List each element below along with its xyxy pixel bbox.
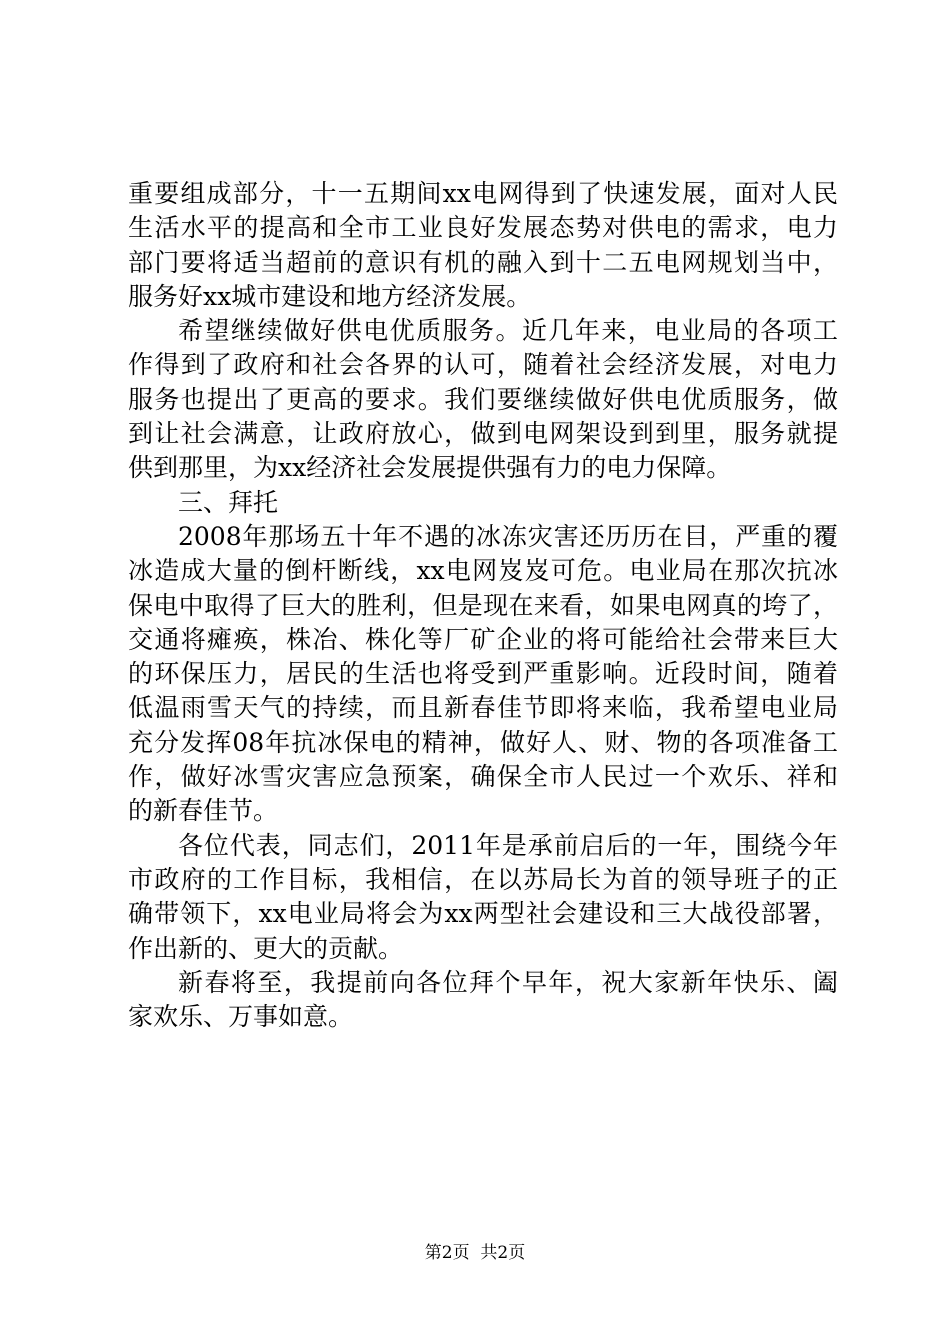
text-line: 部门要将适当超前的意识有机的融入到十二五电网规划当中， xyxy=(128,247,838,277)
text-line: 冰造成大量的倒杆断线，xx电网岌岌可危。电业局在那次抗冰 xyxy=(128,556,838,586)
text-line: 作出新的、更大的贡献。 xyxy=(128,933,404,963)
text-line: 服务也提出了更高的要求。我们要继续做好供电优质服务，做 xyxy=(128,384,838,414)
text-line: 低温雨雪天气的持续，而且新春佳节即将来临，我希望电业局 xyxy=(128,693,838,723)
document-body xyxy=(128,177,838,1034)
text-line: 希望继续做好供电优质服务。近几年来，电业局的各项工 xyxy=(178,316,838,346)
section-heading: 三、拜托 xyxy=(178,487,279,517)
text-line: 作，做好冰雪灾害应急预案，确保全市人民过一个欢乐、祥和 xyxy=(128,762,838,792)
text-line: 保电中取得了巨大的胜利，但是现在来看，如果电网真的垮了， xyxy=(128,590,838,620)
page-number-label: 第2页 共2页 xyxy=(424,1243,526,1263)
text-line: 重要组成部分，十一五期间xx电网得到了快速发展，面对人民 xyxy=(128,179,838,208)
text-line: 2008年那场五十年不遇的冰冻灾害还历历在目，严重的覆 xyxy=(178,521,838,551)
text-line: 的环保压力，居民的生活也将受到严重影响。近段时间，随着 xyxy=(128,659,838,689)
text-line: 充分发挥08年抗冰保电的精神，做好人、财、物的各项准备工 xyxy=(128,727,838,757)
text-line: 供到那里，为xx经济社会发展提供强有力的电力保障。 xyxy=(128,453,732,483)
text-line: 新春将至，我提前向各位拜个早年，祝大家新年快乐、阖 xyxy=(178,967,838,997)
text-line: 市政府的工作目标，我相信，在以苏局长为首的领导班子的正 xyxy=(128,864,838,894)
text-line: 各位代表，同志们，2011年是承前启后的一年，围绕今年 xyxy=(178,830,838,860)
text-line: 的新春佳节。 xyxy=(128,796,279,826)
page-footer xyxy=(0,1242,950,1264)
text-line: 到让社会满意，让政府放心，做到电网架设到到里，服务就提 xyxy=(128,419,838,449)
text-line: 确带领下，xx电业局将会为xx两型社会建设和三大战役部署， xyxy=(128,899,838,929)
text-line: 作得到了政府和社会各界的认可，随着社会经济发展，对电力 xyxy=(128,350,838,380)
text-line: 交通将瘫痪，株冶、株化等厂矿企业的将可能给社会带来巨大 xyxy=(128,624,838,654)
text-line: 家欢乐、万事如意。 xyxy=(128,1002,354,1032)
text-line: 服务好xx城市建设和地方经济发展。 xyxy=(128,281,532,311)
text-line: 生活水平的提高和全市工业良好发展态势对供电的需求，电力 xyxy=(128,213,838,243)
